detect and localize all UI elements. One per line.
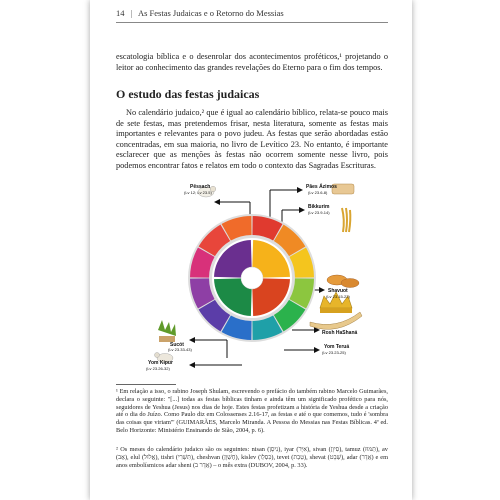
festival-ref-shavuot: (Lv 23.15-22) bbox=[326, 294, 350, 299]
festival-name-yom-terua: Yom Teruá bbox=[324, 344, 350, 350]
lulav-leaves bbox=[158, 320, 176, 336]
festival-name-shavuot: Shavuot bbox=[328, 288, 348, 294]
arrowhead bbox=[214, 199, 220, 205]
loaf-shape bbox=[341, 279, 359, 288]
calendar-wheel bbox=[188, 214, 316, 342]
festival-name-yom-kipur: Yom Kipur bbox=[148, 360, 173, 366]
festival-name-bikkurim: Bikkurim bbox=[308, 204, 330, 210]
paragraph-2: No calendário judaico,² que é igual ao calendário bíblico, relata-se pouco mais de sete festas, mas pretendemos frisar, nesta literatura, somente as festas mais importantes e relevantes para o povo judeu. As festas que serão abordadas estão concentradas, em sua maioria, no livro de Levítico 23. No entanto, é importante esclarecer que as menções às festas não ocorrem somente nesse livro, pois podemos encontrar fatos e relatos em todo o contexto das Sagradas Escrituras. bbox=[116, 108, 388, 170]
book-page bbox=[90, 0, 412, 500]
section-title: O estudo das festas judaicas bbox=[116, 87, 260, 101]
lulav-illustration bbox=[158, 320, 176, 342]
arrowhead bbox=[297, 187, 303, 193]
arrowhead bbox=[189, 337, 195, 343]
arrowhead bbox=[319, 287, 325, 293]
festival-name-sucot: Sucót bbox=[170, 342, 184, 348]
festival-name-pessach: Pêssach bbox=[190, 184, 211, 190]
arrowhead bbox=[189, 362, 195, 368]
wheat-illustration bbox=[342, 208, 350, 232]
festival-ref-yom-terua: (Lv 23.23-25) bbox=[322, 350, 346, 355]
wheel-hub bbox=[241, 267, 263, 289]
arrowhead bbox=[314, 347, 320, 353]
footnote-rule bbox=[116, 384, 176, 385]
running-header bbox=[116, 8, 284, 18]
page-number: 14 bbox=[116, 8, 125, 18]
festival-ref-bikkurim: (Lv 23.9-14) bbox=[308, 210, 330, 215]
running-title: As Festas Judaicas e o Retorno do Messias bbox=[137, 8, 284, 18]
shofar-illustration bbox=[310, 312, 362, 329]
festival-ref-sucot: (Lv 23.33-43) bbox=[168, 347, 192, 352]
footnote-1: ¹ Em relação a isso, o rabino Joseph Shulam, escrevendo o prefácio do também rabino Marcelo Guimarães, declara o seguinte: "[...] todas as festas bíblicas tinham e ainda têm um significado profético para nós, seguidores de Yeshua (Jesus) nos dias de hoje. Estes festas profetizam a história de Yeshua desde a criação até o dia do Juízo. Como Paulo diz em Colossenses 2.16-17, as festas e até o que comemos, tudo é 'sombra das coisas que viriam'" (GUIMARÃES, Marcelo Miranda. A Pessoa do Messias nas Festas Bíblicas. 4ª ed. Belo Horizonte: Ministério Ensinando de Sião, 2004, p. 6). bbox=[116, 388, 388, 434]
festival-name-paes-azimos: Pães Ázimos bbox=[306, 184, 337, 190]
festival-wheel-diagram bbox=[132, 180, 372, 380]
crown-band bbox=[320, 308, 352, 313]
shofar-shape bbox=[310, 312, 362, 329]
header-rule bbox=[116, 22, 388, 23]
header-separator: | bbox=[130, 8, 133, 18]
wheat-stalks bbox=[342, 208, 350, 232]
loaves-illustration bbox=[327, 275, 359, 288]
festival-name-rosh-hashana: Rosh HaShaná bbox=[322, 330, 358, 336]
arrowhead bbox=[299, 207, 305, 213]
goat-head-shape bbox=[155, 353, 160, 358]
footnote-2: ² Os meses do calendário judaico são os seguintes: nisan (נִיסָן), iyar (אִיָּר), sivan (סִיוָן), tamuz (תַּמּוּז), av (אָב), elul (אֱלוּל), tishri (תִּשְׁרִי), cheshvan (חֶשְׁוָן), kislev (כִּסְלֵו), tevet (טֵבֵת), shevat (שְׁבָט), adar (אֲדָר) e em anos embolísmicos adar sheni (אֲדָר ב) – o mês extra (DUBOV, 2004, p. 33). bbox=[116, 446, 388, 469]
festival-ref-pessach: (Lv 12; Lv 23.5) bbox=[184, 190, 212, 195]
festival-ref-yom-kipur: (Lv 23.26-32) bbox=[146, 366, 170, 371]
paragraph-1: escatologia bíblica e o desenrolar dos acontecimentos proféticos,¹ projetando o leitor ao conhecimento das grandes revelações do Eterno para o fim dos tempos. bbox=[116, 52, 388, 72]
festival-ref-paes-azimos: (Lv 23.6-8) bbox=[308, 190, 328, 195]
